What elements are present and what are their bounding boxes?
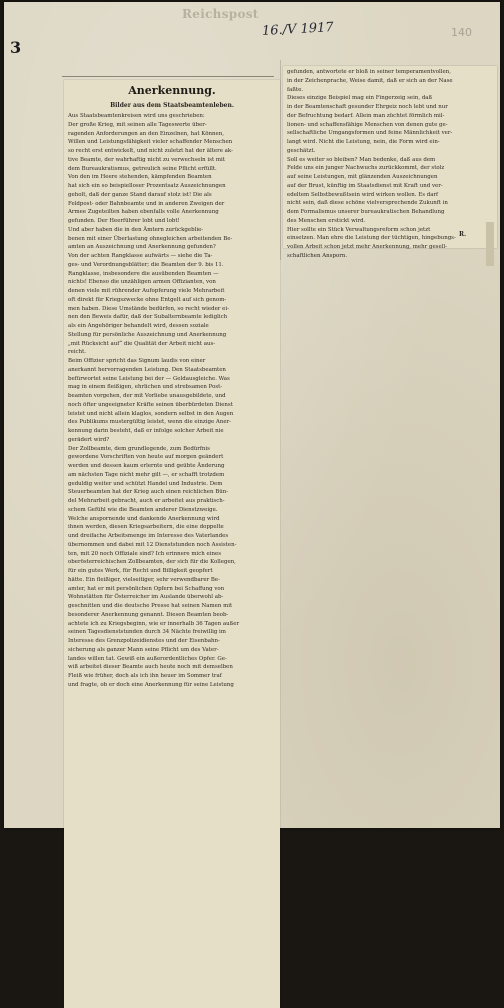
text-line: Steuerbeamten hat der Krieg auch einen reichlichen Bün- <box>68 489 229 496</box>
text-line: Hier sollte ein Stück Verwaltungsreform schon jetzt <box>287 226 431 233</box>
text-line: Rangklasse, insbesondere die ausübenden Beamten — <box>68 270 219 277</box>
text-line: geschätzt. <box>287 147 316 154</box>
text-line: schem Gefühl wie die Beamten anderer Dienstzweige. <box>68 506 218 513</box>
left-column-text <box>68 112 276 690</box>
text-line: auf der Brust, künftig im Staatsdienst mit Kraft und ver- <box>287 182 443 189</box>
text-line: Soll es weiter so bleiben? Man bedenke, daß aus dem <box>287 156 436 163</box>
text-line: Beim Offizier spricht das Signum laudis von einer <box>68 358 206 364</box>
clipping-right-column <box>283 66 497 259</box>
text-line: Wohnstätten für Österreicher im Auslande überwohl ab- <box>68 594 224 601</box>
text-line: nicht sein, daß diese schöne vielversprechende Zukunft in <box>287 200 448 207</box>
text-line: beamten vorgehen, der mit Vorliebe unausgebildete, und <box>68 393 226 399</box>
text-line: Willen und Leistungsfähigkeit vieler schaffender Menschen <box>68 139 233 146</box>
text-line: Dieses einzige Beispiel mag ein Fingerzeig sein, daß <box>287 95 433 102</box>
text-line: ragenden Anforderungen an den Einzelnen, hat Können, <box>68 130 224 137</box>
text-line: des Publikums mustergültig leistet, wenn die einzige Aner- <box>68 419 231 426</box>
text-line: amten an Auszeichnung und Anerkennung gefunden? <box>68 244 216 251</box>
text-line: Feldpost- oder Bahnbeamte und in anderen Zweigen der <box>68 200 225 207</box>
text-line: hätte. Ein fleißiger, vielseitiger, sehr verwendbarer Be- <box>68 576 220 583</box>
text-line: anerkannt hervorragenden Leistung. Den Staatsbeamten <box>68 366 226 373</box>
text-line: und fragte, ob er doch eine Anerkennung für seine Leistung <box>68 681 234 688</box>
text-line: mag in einem fleißigen, ehrlichen und strebsamen Post- <box>68 384 223 391</box>
text-line: gefunden, antwortete er bloß in seiner temperamentvollen, <box>287 69 451 75</box>
text-line: edeltem Selbstbewußtsein wird wirken wollen. Es darf <box>287 191 439 198</box>
text-line: nen den Beweis dafür, daß der Subalternbeamte lediglich <box>68 314 228 321</box>
text-line: men haben. Diese Umstände bedürfen, so recht wieder ei- <box>68 305 229 312</box>
paper-crease <box>280 60 281 260</box>
text-line: Von der achten Rangklasse aufwärts — siehe die Ta- <box>68 253 213 259</box>
text-line: schaftlichen Ansporn. <box>287 252 348 259</box>
text-line: Von den im Heere stehenden, kämpfenden Beamten <box>68 174 212 181</box>
text-line: amter, hat er mit persönlichen Opfern bei Schaffung von <box>68 585 225 592</box>
text-line: am nächsten Tage nicht mehr gilt —, er schafft trotzdem <box>68 471 225 478</box>
text-line: „mit Rücksicht auf“ die Qualität der Arbeit nicht aus- <box>68 340 216 347</box>
article-title: Anerkennung. <box>128 84 216 97</box>
text-line: sellschaftliche Umgangsformen und feine Männlichkeit ver- <box>287 130 453 137</box>
handwritten-date: 16./V 1917 <box>261 20 335 39</box>
text-line: nichts! Ebenso die unzähligen armen Offizianten, von <box>68 279 216 286</box>
text-line: langt wird. Nicht die Leistung, nein, die Form wird ein- <box>287 139 440 145</box>
article-subtitle: Bilder aus dem Staatsbeamtenleben. <box>110 102 234 109</box>
text-line: Und aber haben die in den Ämtern zurückgeblie- <box>68 226 204 233</box>
text-line: übernommen und dabei mit 12 Dienststunden noch Assisten- <box>68 541 237 548</box>
text-line: lionen- und schaffensfähige Menschen von denen gute ge- <box>287 121 448 128</box>
text-line: faßte. <box>287 86 304 93</box>
text-line: gefunden. Der Heerführer lobt und lobt! <box>68 218 180 224</box>
text-line: achtete ich zu Kriegsbeginn, wie er innerhalb 36 Tagen außer <box>68 620 240 627</box>
clipping-top-rule <box>62 76 274 77</box>
text-line: oft direkt für Kriegszwecke ohne Entgelt auf sich genom- <box>68 296 227 303</box>
text-line: in der Zeichenprache, Weise damit, daß er sich an der Nase <box>287 77 453 84</box>
text-line: befürwortet seine Leistung bei der — Geldausgleiche. Was <box>68 375 230 382</box>
paper-tab <box>486 222 494 266</box>
clipping-left-column <box>64 80 280 1008</box>
text-line: benen mit einer Überlastung ohnegleichen arbeitenden Be- <box>68 235 233 242</box>
text-line: seinen Tagesdienststunden durch 34 Nächte freiwillig im <box>68 629 226 636</box>
text-line: del Mehrarbeit gebracht, auch er arbeitet aus praktisch- <box>68 498 225 504</box>
text-line: tive Beamte, der wahrhaftig nicht zu verwechseln ist mit <box>68 156 225 163</box>
text-line: des Menschen erstickt wird. <box>287 217 366 224</box>
text-line: vollen Arbeit schon jetzt mehr Anerkennung, mehr gesell- <box>287 244 447 250</box>
pencil-archive-number: 140 <box>451 26 472 39</box>
text-line: denen viele mit rührender Aufopferung viele Mehrarbeit <box>68 288 225 294</box>
text-line: ges- und Verordnungsblätter; die Beamten der 9. bis 11. <box>68 261 224 268</box>
text-line: geduldig weiter und schützt Handel und Industrie. Dem <box>68 480 223 487</box>
text-line: wiß arbeitet dieser Beamte auch heute noch mit demselben <box>68 664 233 671</box>
text-line: Stellung für persönliche Auszeichnung und Anerkennung <box>68 331 227 338</box>
text-line: einsetzen. Man ehre die Leistung der tüchtigen, hingebungs- <box>287 235 456 242</box>
text-line: sicherung als ganzer Mann seine Pflicht um des Vater- <box>68 646 219 653</box>
text-line: geschnitten und die deutsche Presse hat seinen Namen mit <box>68 603 233 609</box>
text-line: Interesse des Grenzpolizeidienstes und der Eisenbahn- <box>68 638 220 644</box>
text-line: Der Zollbeamte, dem grundlegende, zum Bedürfnis <box>68 445 210 452</box>
text-line: ihnen werden, diesen Kriegsarbeitern, die eine doppelte <box>68 524 224 531</box>
text-line: landes willen tat. Gewiß ein außerordentliches Opfer. Ge- <box>68 655 227 662</box>
text-line: besonderer Anerkennung genannt. Diesen Beamten beob- <box>68 611 229 618</box>
text-line: geholt, daß der ganze Stand darauf stolz ist! Die als <box>68 191 212 198</box>
text-line: der Befruchtung bedarf. Allein man züchtet förmlich mil- <box>287 112 445 119</box>
text-line: oberösterreichischen Zollbeamten, der sich für die Kollegen, <box>68 559 236 566</box>
text-line: als ein Angehöriger behandelt wird, dessen soziale <box>68 323 209 329</box>
text-line: noch öfter ungeeigneter Kräfte seinen überbürdeten Dienst <box>68 401 233 408</box>
article-signature: R. <box>459 231 467 238</box>
newspaper-masthead: Reichspost <box>182 7 259 21</box>
text-line: dem Bureaukratismus, getreulich seine Pflicht erfüllt. <box>68 165 217 172</box>
archive-mark: 3 <box>10 38 22 57</box>
text-line: Fleiß wie früher, doch als ich ihn heuer im Sommer traf <box>68 673 222 679</box>
text-line: kennung darin besteht, daß er infolge solcher Arbeit nie <box>68 428 224 434</box>
text-line: werden und dessen kaum erlernte und geübte Änderung <box>68 463 225 469</box>
text-line: dem Formalismus unserer bureaukratischen Behandlung <box>287 209 445 215</box>
text-line: Aus Staatsbeamtenkreisen wird uns geschrieben: <box>68 113 205 119</box>
text-line: reicht. <box>68 349 87 356</box>
text-line: Der große Krieg, mit seinen alle Tageswerte über- <box>68 121 207 128</box>
text-line: Armee Zugeteilten haben ebenfalls volle Anerkennung <box>68 209 219 216</box>
text-line: in der Beamtenschaft gesunder Ehrgeiz noch lebt und nur <box>287 104 448 110</box>
text-line: und dreifache Arbeitsmenge im Interesse des Vaterlandes <box>68 533 229 539</box>
text-line: gewordene Vorschriften von heute auf morgen geändert <box>68 454 224 461</box>
text-line: leistet und nicht allein klaglos, sondern selbst in den Augen <box>68 410 234 417</box>
text-line: hat sich ein so beispielloser Prozentsatz Auszeichnungen <box>68 183 226 189</box>
text-line: gerädert wird? <box>68 436 110 443</box>
text-line: so recht erst entwickelt, und nicht zuletzt hat der ältere ak- <box>68 148 233 154</box>
text-line: Welche anspornende und dankende Anerkennung wird <box>68 515 220 522</box>
text-line: auf seine Leistungen, mit glänzenden Auszeichnungen <box>287 174 438 180</box>
text-line: Felde uns ein junger Nachwuchs zurückkommt, der stolz <box>287 165 445 172</box>
text-line: ten, mit 20 noch Offiziale sind? Ich erinnere mich eines <box>68 550 222 557</box>
text-line: für ein gutes Werk, für Recht und Billigkeit geopfert <box>68 568 213 574</box>
